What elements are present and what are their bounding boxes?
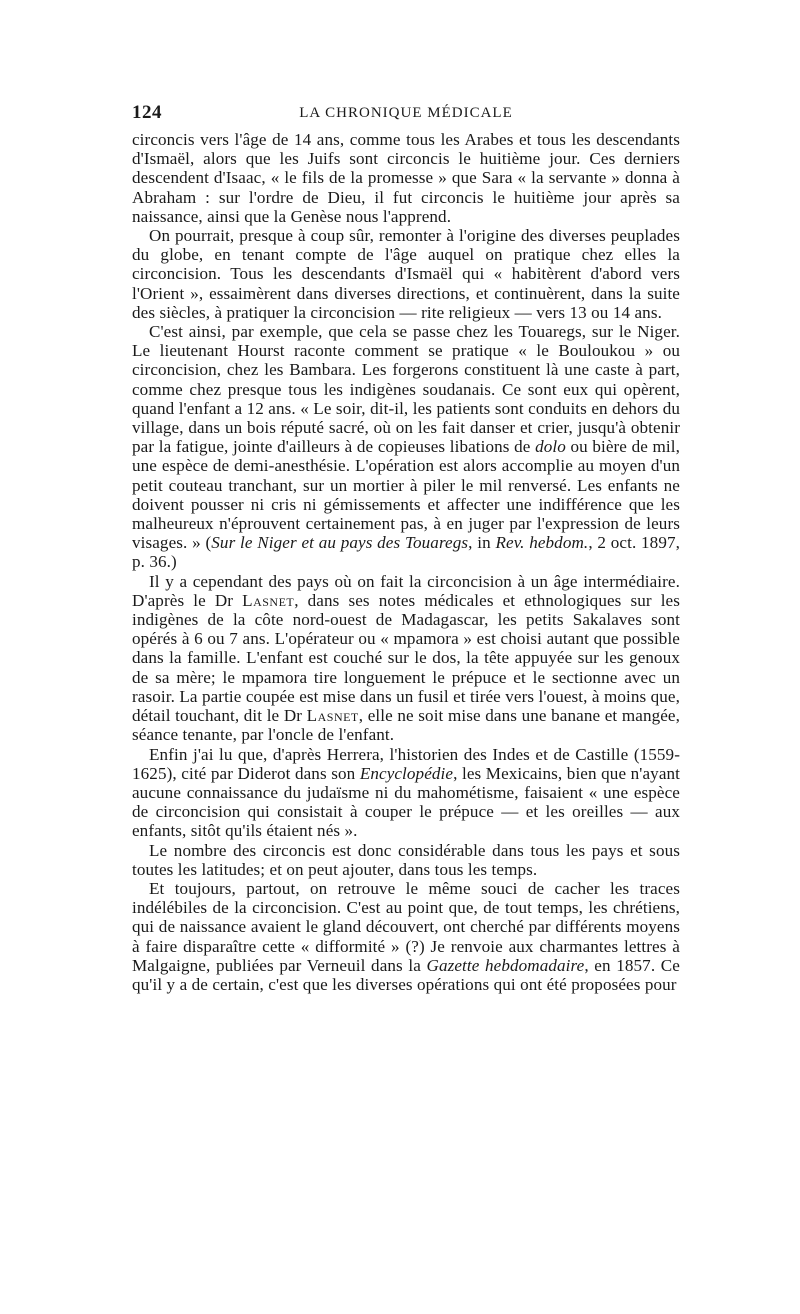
- italic-text: Encyclopédie: [359, 763, 454, 783]
- paragraph: [132, 879, 680, 994]
- text-run: Il y a cependant des pays où on fait la circoncision à un âge intermédiaire. D'après le Dr: [132, 571, 680, 610]
- italic-text: Sur le Niger et au pays des Touaregs: [211, 533, 469, 553]
- italic-text: Rev. hebdom.: [495, 533, 589, 553]
- text-run: On pourrait, presque à coup sûr, remonter à l'origine des diverses peuplades du globe, en tenant compte de l'âge auquel on pratique chez elles la circoncision. Tous les descendants d'Ismaël qui « habitèrent d'abord vers l'Orient », essaimèrent dans diverses directions, et continuèrent, dans la suite des siècles, à pratiquer la circoncision — rite religieux — vers 13 ou 14 ans.: [132, 226, 680, 322]
- text-run: C'est ainsi, par exemple, que cela se passe chez les Touaregs, sur le Niger. Le lieutenant Hourst raconte comment se pratique « le Bouloukou » ou circoncision, chez les Bambara. Les forgerons constituent là une caste à part, comme chez presque tous les indigènes soudanais. Ce sont eux qui opèrent, quand l'enfant a 12 ans. « Le soir, dit-il, les patients sont conduits en dehors du village, dans un bois réputé sacré, où on les fait danser et crier, jusqu'à obtenir par la fatigue, jointe d'ailleurs à de copieuses libations de: [132, 322, 680, 457]
- text-run: Et toujours, partout, on retrouve le même souci de cacher les traces indélébiles de la circoncision. C'est au point que, de tout temps, les chrétiens, qui de naissance avaient le gland découvert, ont cherché par différents moyens à faire disparaître cette « difformité » (?) Je renvoie aux charmantes lettres à Malgaigne, publiées par Verneuil dans la: [132, 878, 680, 975]
- author-name: Lasnet: [242, 590, 295, 610]
- paragraph: [132, 226, 680, 322]
- text-run: , en 1857. Ce qu'il y a de certain, c'est que les diverses opérations qui ont été proposées pour: [132, 955, 680, 994]
- book-page: [132, 102, 680, 994]
- text-run: Enfin j'ai lu que, d'après Herrera, l'historien des Indes et de Castille (1559-1625), cité par Diderot dans son: [132, 744, 680, 783]
- text-run: , les Mexicains, bien que n'ayant aucune connaissance du judaïsme ni du mahométisme, faisaient « une espèce de circoncision qui consistait à couper le prépuce — et les oreilles — aux enfants, sitôt qu'ils étaient nés ».: [132, 763, 680, 841]
- text-run: circoncis vers l'âge de 14 ans, comme tous les Arabes et tous les descendants d'Ismaël, alors que les Juifs sont circoncis le huitième jour. Ces derniers descendent d'Isaac, « le fils de la promesse » que Sara « la servante » donna à Abraham : sur l'ordre de Dieu, il fut circoncis le huitième jour après sa naissance, ainsi que la Genèse nous l'apprend.: [132, 130, 680, 226]
- text-run: , dans ses notes médicales et ethnologiques sur les indigènes de la côte nord-ouest de Madagascar, les petits Sakalaves sont opérés à 6 ou 7 ans. L'opérateur ou « mpamora » est choisi autant que possible dans la famille. L'enfant est couché sur le dos, la tête appuyée sur les genoux de sa mère; le mpamora tire longuement le prépuce et le sectionne avec un rasoir. La partie coupée est mise dans un fusil et tirée vers l'ouest, à moins que, détail touchant, dit le Dr: [132, 590, 680, 726]
- text-run: , elle ne soit mise dans une banane et mangée, séance tenante, par l'oncle de l'enfant.: [132, 706, 680, 745]
- text-run: ou bière de mil, une espèce de demi-anesthésie. L'opération est alors accomplie au moyen d'un petit couteau tranchant, sur un mortier à piler le mil renversé. Les enfants ne doivent pousser ni cris ni gémissements et affecter une indifférence que les malheureux n'éprouvent certainement pas, à en juger par l'expression de leurs visages. » (: [132, 437, 680, 553]
- text-run: , 2 oct. 1897, p. 36.): [132, 533, 680, 572]
- paragraph: [132, 572, 680, 745]
- text-run: , in: [468, 533, 496, 553]
- author-name: Lasnet: [306, 706, 359, 726]
- paragraph: [132, 322, 680, 572]
- journal-title: LA CHRONIQUE MÉDICALE: [299, 105, 513, 121]
- paragraph: [132, 745, 680, 841]
- italic-text: Gazette hebdomadaire: [426, 955, 585, 975]
- body-text: [132, 130, 680, 994]
- page-number: 124: [132, 102, 162, 123]
- paragraph: [132, 841, 680, 879]
- text-run: Le nombre des circoncis est donc considérable dans tous les pays et sous toutes les latitudes; et on peut ajouter, dans tous les temps.: [132, 840, 680, 879]
- running-head: [132, 102, 680, 130]
- italic-text: dolo: [535, 437, 566, 457]
- paragraph: [132, 130, 680, 226]
